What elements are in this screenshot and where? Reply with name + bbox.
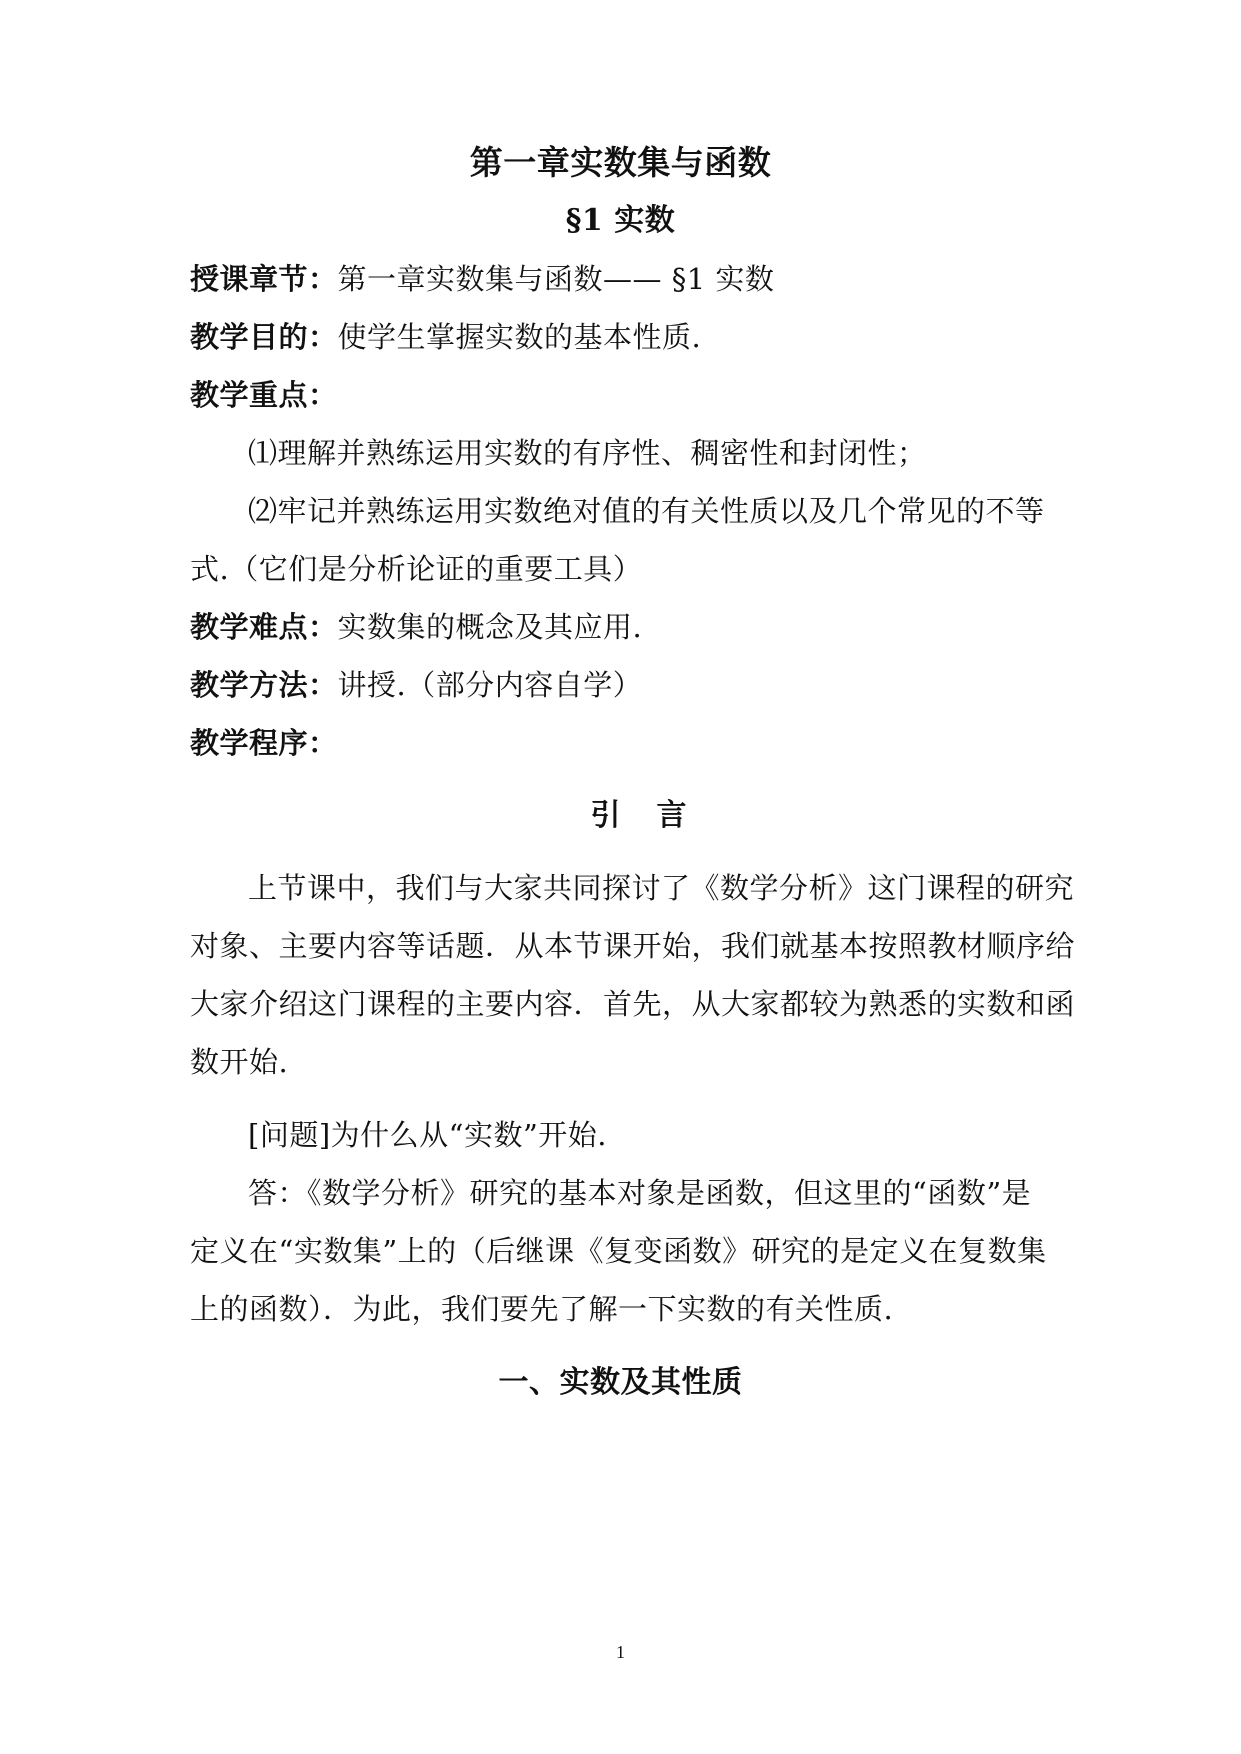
section-one-heading: 一、实数及其性质 xyxy=(498,1365,743,1400)
question-text: 为什么从“实数”开始. xyxy=(330,1118,608,1152)
intro-paragraph-line: 大家介绍这门课程的主要内容．首先，从大家都较为熟悉的实数和函 xyxy=(190,987,1076,1021)
key-point-2-line-1: ⑵牢记并熟练运用实数绝对值的有关性质以及几个常见的不等 xyxy=(248,494,1045,528)
answer-line: 答：《数学分析》研究的基本对象是函数，但这里的“函数”是 xyxy=(248,1176,1032,1210)
key-point-2-line-2: 式.（它们是分析论证的重要工具） xyxy=(190,552,643,586)
question xyxy=(248,1115,607,1155)
field-label: 教学目的： xyxy=(190,320,338,354)
field-difficulty xyxy=(190,607,642,647)
field-value: 第一章实数集与函数—— §1 实数 xyxy=(337,262,775,296)
answer-line: 上的函数）．为此，我们要先了解一下实数的有关性质. xyxy=(190,1292,894,1326)
field-value: 实数集的概念及其应用. xyxy=(337,610,643,644)
field-procedure-label: 教学程序： xyxy=(190,726,338,760)
field-method xyxy=(190,665,642,705)
intro-paragraph-line: 上节课中，我们与大家共同探讨了《数学分析》这门课程的研究 xyxy=(248,871,1075,905)
field-value: 使学生掌握实数的基本性质. xyxy=(337,320,702,354)
field-label: 教学难点： xyxy=(190,610,338,644)
page-number: 1 xyxy=(616,1642,625,1662)
chapter-title: 第一章实数集与函数 xyxy=(469,143,772,182)
intro-paragraph-line: 对象、主要内容等话题．从本节课开始，我们就基本按照教材顺序给 xyxy=(190,929,1076,963)
field-value: 讲授.（部分内容自学） xyxy=(337,668,643,702)
intro-paragraph-line: 数开始. xyxy=(190,1045,289,1079)
field-key-points-label: 教学重点： xyxy=(190,378,338,412)
field-label: 授课章节： xyxy=(190,262,338,296)
field-purpose xyxy=(190,317,701,357)
field-chapter xyxy=(190,259,774,299)
key-point-1: ⑴理解并熟练运用实数的有序性、稠密性和封闭性； xyxy=(248,436,927,470)
section-title: §1 实数 xyxy=(565,203,676,238)
field-label: 教学方法： xyxy=(190,668,338,702)
intro-heading: 引言 xyxy=(590,798,723,833)
question-tag: [问题] xyxy=(248,1118,331,1152)
answer-line: 定义在“实数集”上的（后继课《复变函数》研究的是定义在复数集 xyxy=(190,1234,1047,1268)
